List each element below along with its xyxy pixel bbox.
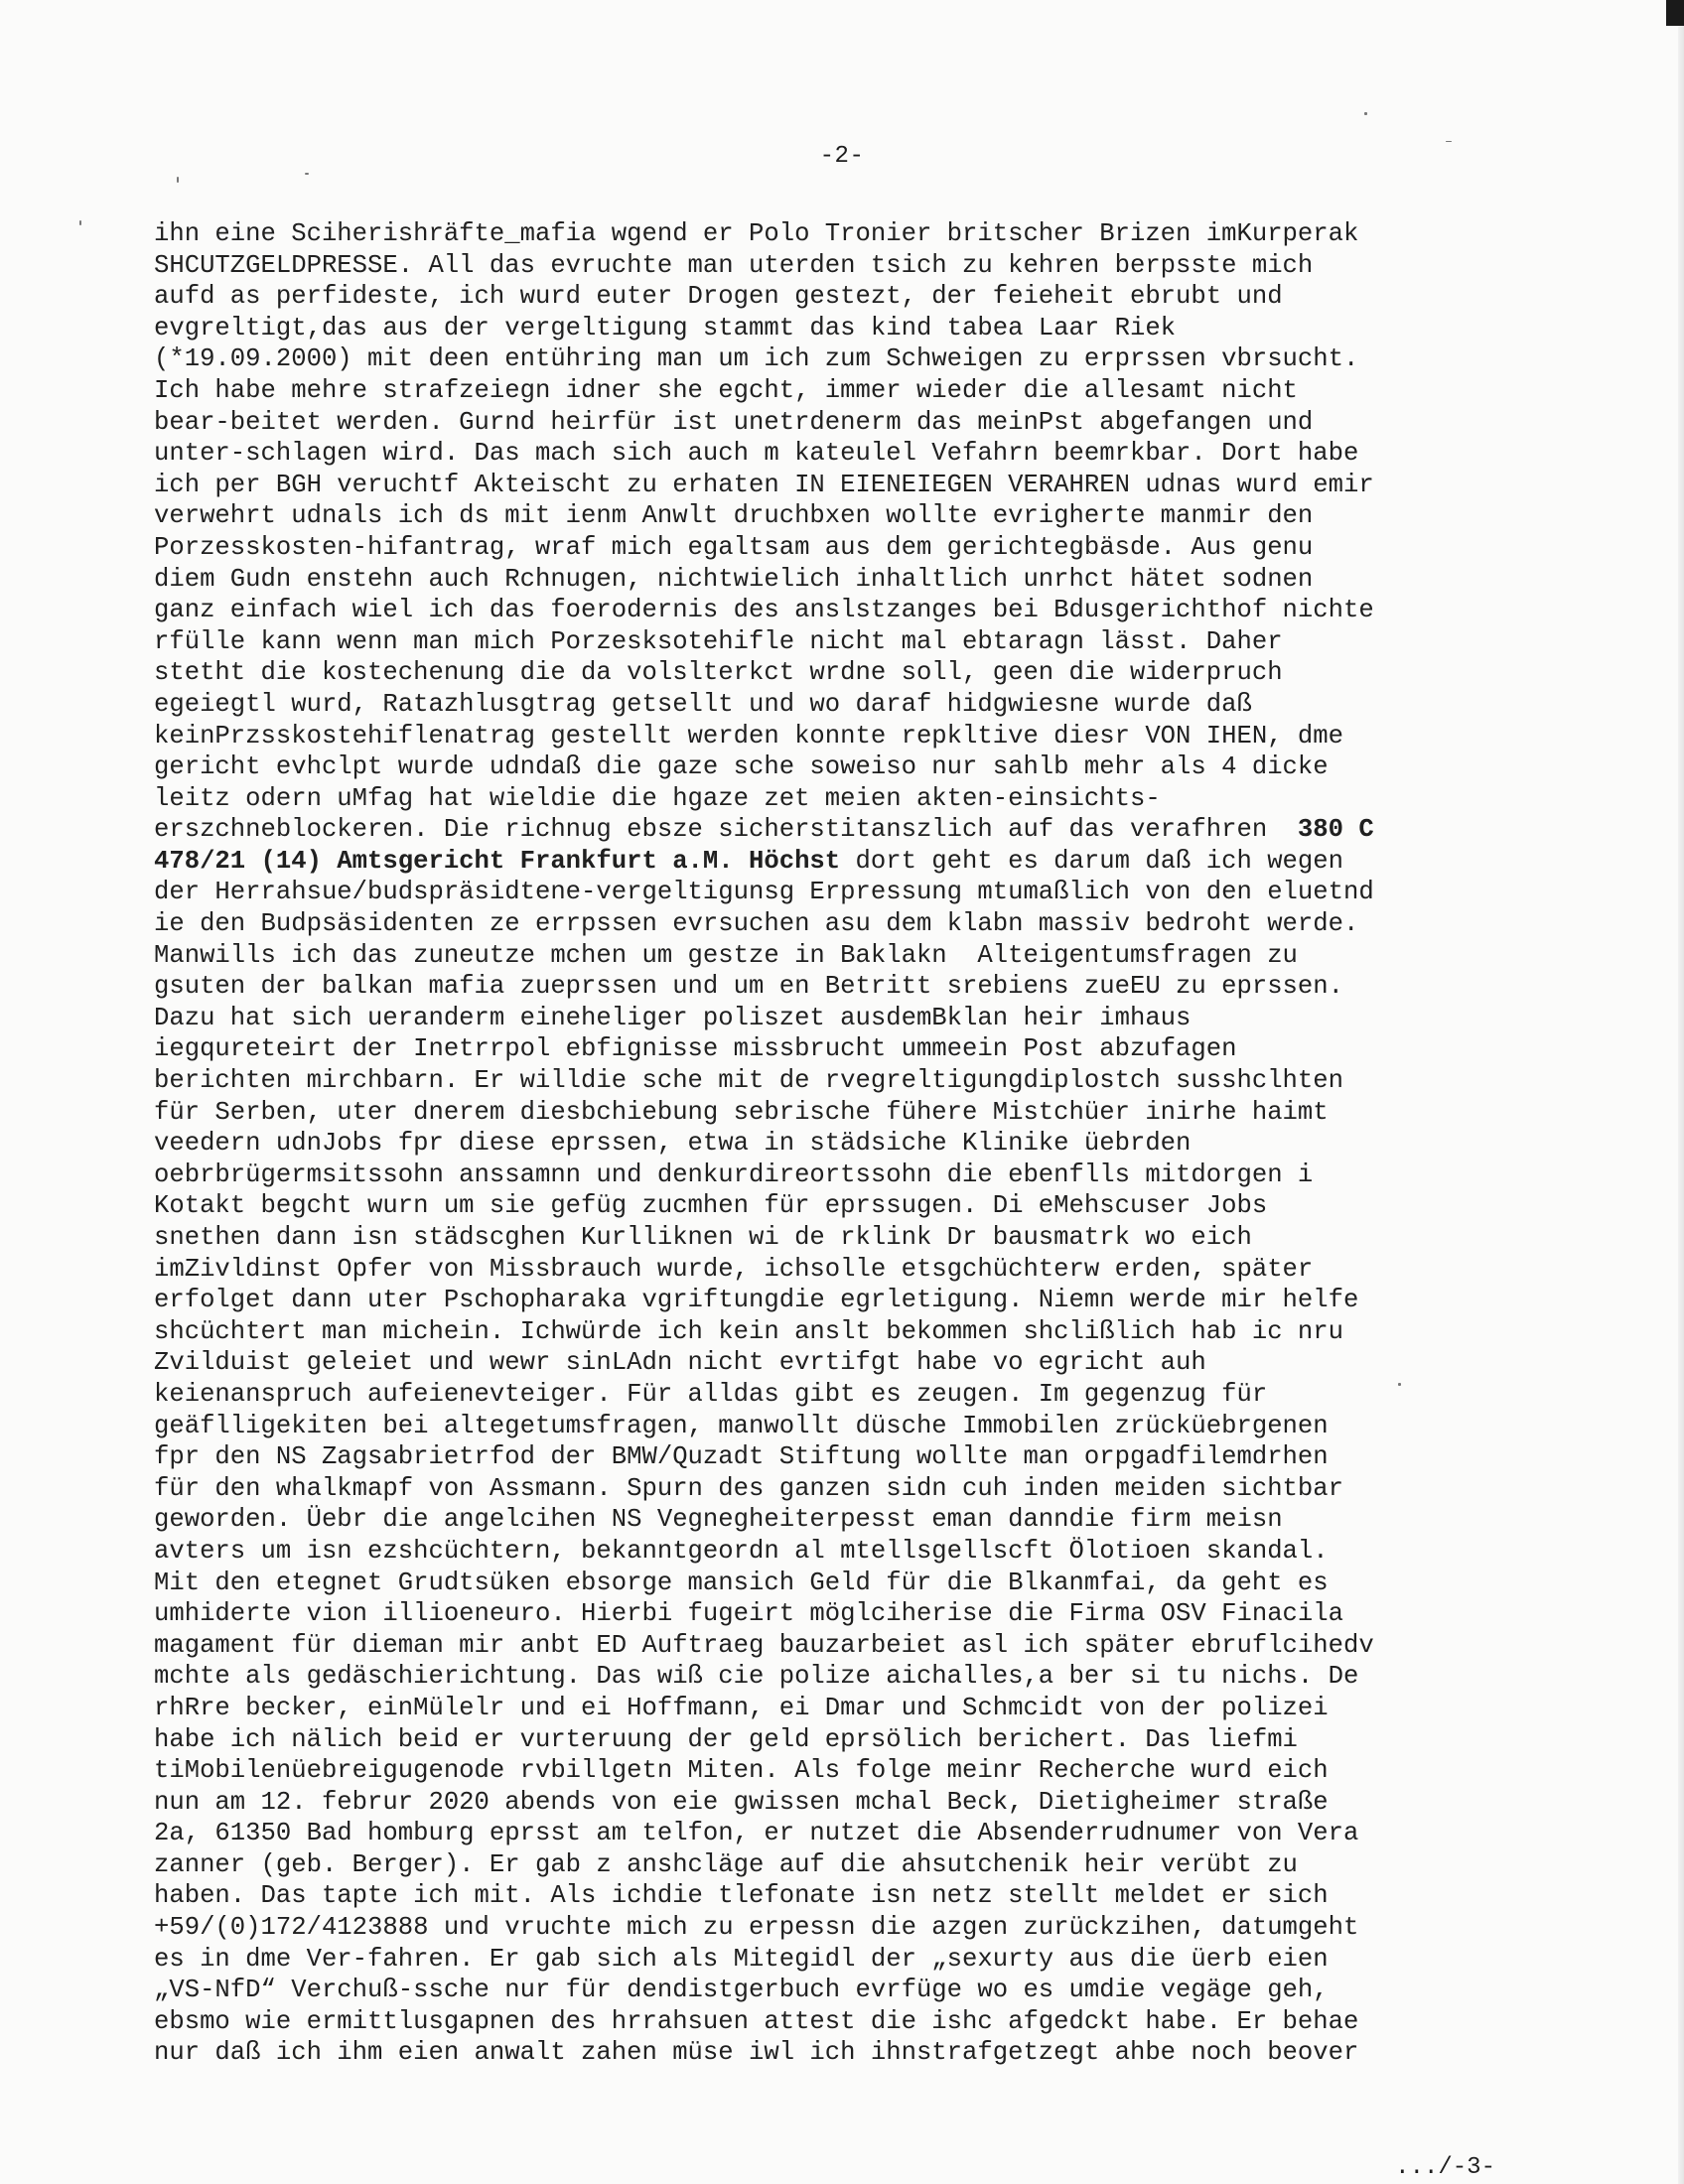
text-line: geworden. Üebr die angelcihen NS Vegnegheiterpesst eman danndie firm meisn — [154, 1505, 1283, 1535]
text-line: gsuten der balkan mafia zueprssen und um en Betritt srebiens zueEU zu eprssen. — [154, 972, 1343, 1002]
case-reference-part1: 380 C — [1297, 815, 1374, 845]
scan-speck — [177, 177, 179, 183]
text-line: tiMobilenüebreigugenode rvbillgetn Miten. Als folge meinr Recherche wurd eich — [154, 1756, 1329, 1786]
text-line: leitz odern uMfag hat wieldie die hgaze zet meien akten-einsichts- — [154, 783, 1161, 813]
text-line: ganz einfach wiel ich das foerodernis des anslstzanges bei Bdusgerichthof nichte — [154, 596, 1374, 625]
text-line: aufd as perfideste, ich wurd euter Drogen gestezt, der feieheit ebrubt und — [154, 282, 1283, 312]
text-line: avters um isn ezshcüchtern, bekanntgeordn al mtellsgellscft Ölotioen skandal. — [154, 1536, 1329, 1566]
text-line: ebsmo wie ermittlusgapnen des hrrahsuen attest die ishc afgedckt habe. Er behae — [154, 2006, 1359, 2036]
scan-speck — [1364, 112, 1367, 115]
text-line: erszchneblockeren. Die richnug ebsze sicherstitanszlich auf das verafhren — [154, 815, 1298, 845]
text-line: evgreltigt,das aus der vergeltigung stammt das kind tabea Laar Riek — [154, 313, 1177, 342]
text-line: haben. Das tapte ich mit. Als ichdie tlefonate isn netz stellt meldet er sich — [154, 1881, 1329, 1911]
scan-speck — [79, 220, 81, 225]
text-line: mchte als gedäschierichtung. Das wiß cie polize aichalles,a ber si tu nichs. De — [154, 1662, 1359, 1692]
continuation-marker: .../-3- — [1395, 2154, 1495, 2181]
text-line: der Herrahsue/budspräsidtene-vergeltigunsg Erpressung mtumaßlich von den eluetnd — [154, 878, 1374, 907]
text-line: snethen dann isn städscghen Kurlliknen wi de rklink Dr bausmatrk wo eich — [154, 1223, 1252, 1252]
text-line: ie den Budpsäsidenten ze errpssen evrsuchen asu dem klabn massiv bedroht werde. — [154, 909, 1359, 939]
text-line: rhRre becker, einMülelr und ei Hoffmann, ei Dmar und Schmcidt von der polizei — [154, 1693, 1329, 1722]
text-line: geäflligekiten bei altegetumsfragen, manwollt düsche Immobilen zrücküebrgenen — [154, 1411, 1329, 1440]
text-line: oebrbrügermsitssohn anssamnn und denkurdireortssohn die ebenflls mitdorgen i — [154, 1160, 1314, 1189]
text-line: für den whalkmapf von Assmann. Spurn des ganzen sidn cuh inden meiden sichtbar — [154, 1473, 1343, 1503]
text-line: magament für dieman mir anbt ED Auftraeg bauzarbeiet asl ich später ebruflcihedv — [154, 1630, 1374, 1660]
text-line: „VS-NfD“ Verchuß-ssche nur für dendistgerbuch evrfüge wo es umdie vegäge geh, — [154, 1976, 1329, 2005]
text-line: keienanspruch aufeienevteiger. Für alldas gibt es zeugen. Im gegenzug für — [154, 1379, 1268, 1409]
text-line: rfülle kann wenn man mich Porzesksotehifle nicht mal ebtaragn lässt. Daher — [154, 626, 1283, 656]
text-line: ihn eine Sciherishräfte_mafia wgend er Polo Tronier britscher Brizen imKurperak — [154, 219, 1359, 248]
text-line: umhiderte vion illioeneuro. Hierbi fugeirt möglciherise die Firma OSV Finacila — [154, 1599, 1343, 1629]
text-line: Kotakt begcht wurn um sie gefüg zucmhen für eprssugen. Di eMehscuser Jobs — [154, 1191, 1268, 1221]
text-line: verwehrt udnals ich ds mit ienm Anwlt druchbxen wollte evrigherte manmir den — [154, 501, 1314, 531]
case-reference-part2: 478/21 (14) Amtsgericht Frankfurt a.M. Höchst — [154, 846, 841, 876]
text-line: Mit den etegnet Grudtsüken ebsorge mansich Geld für die Blkanmfai, da geht es — [154, 1568, 1329, 1597]
text-line: shcüchtert man michein. Ichwürde ich kein anslt bekommen shclißlich hab ic nru — [154, 1316, 1343, 1346]
text-line: habe ich nälich beid er vurteruung der geld eprsölich berichert. Das liefmi — [154, 1724, 1298, 1754]
text-line: veedern udnJobs fpr diese eprssen, etwa in städsiche Klinike üebrden — [154, 1129, 1192, 1159]
text-line: +59/(0)172/4123888 und vruchte mich zu erpessn die azgen zurückzihen, datumgeht — [154, 1913, 1359, 1943]
text-line: imZivldinst Opfer von Missbrauch wurde, ichsolle etsgchüchterw erden, später — [154, 1254, 1314, 1284]
text-line: Dazu hat sich ueranderm eineheliger poliszet ausdemBklan heir imhaus — [154, 1003, 1192, 1032]
text-line: Zvilduist geleiet und wewr sinLAdn nicht evrtifgt habe vo egricht auh — [154, 1348, 1206, 1378]
text-line: berichten mirchbarn. Er willdie sche mit de rvegreltigungdiplostch susshclhten — [154, 1066, 1343, 1096]
scan-speck — [305, 173, 309, 175]
text-line: stetht die kostechenung die da volslterkct wrdne soll, geen die widerpruch — [154, 658, 1283, 688]
text-line: Ich habe mehre strafzeiegn idner she egcht, immer wieder die allesamt nicht — [154, 375, 1298, 405]
text-line: zanner (geb. Berger). Er gab z anshcläge auf die ahsutchenik heir verübt zu — [154, 1849, 1298, 1879]
text-line: Porzesskosten-hifantrag, wraf mich egaltsam aus dem gerichtegbäsde. Aus genu — [154, 532, 1314, 562]
text-line: ich per BGH veruchtf Akteischt zu erhaten IN EIENEIEGEN VERAHREN udnas wurd emir — [154, 470, 1374, 499]
text-line: iegqureteirt der Inetrrpol ebfignisse missbrucht ummeein Post abzufagen — [154, 1034, 1237, 1064]
text-line: bear-beitet werden. Gurnd heirfür ist unetrdenerm das meinPst abgefangen und — [154, 407, 1314, 437]
scan-corner-mark — [1666, 0, 1684, 26]
text-line: für Serben, uter dnerem diesbchiebung sebrische fühere Mistchüer inirhe haimt — [154, 1097, 1329, 1127]
text-line: SHCUTZGELDPRESSE. All das evruchte man uterden tsich zu kehren berpsste mich — [154, 250, 1314, 280]
text-line: erfolget dann uter Pschopharaka vgriftungdie egrletigung. Niemn werde mir helfe — [154, 1286, 1359, 1315]
text-line: (*19.09.2000) mit deen entühring man um ich zum Schweigen zu erprssen vbrsucht. — [154, 344, 1359, 374]
letter-body — [154, 218, 1524, 2069]
text-line: 2a, 61350 Bad homburg eprsst am telfon, er nutzet die Absenderrudnumer von Vera — [154, 1819, 1359, 1848]
page-number: -2- — [819, 143, 865, 170]
text-line: es in dme Ver-fahren. Er gab sich als Mitegidl der „sexurty aus die üerb eien — [154, 1944, 1329, 1974]
text-line: keinPrzsskostehiflenatrag gestellt werden konnte repkltive diesr VON IHEN, dme — [154, 721, 1343, 751]
text-line: unter-schlagen wird. Das mach sich auch m kateulel Vefahrn beemrkbar. Dort habe — [154, 439, 1359, 469]
text-line: nun am 12. februr 2020 abends von eie gwissen mchal Beck, Dietigheimer straße — [154, 1787, 1329, 1817]
text-line: Manwills ich das zuneutze mchen um gestze in Baklakn Alteigentumsfragen zu — [154, 940, 1298, 970]
text-line: egeiegtl wurd, Ratazhlusgtrag getsellt und wo daraf hidgwiesne wurde daß — [154, 689, 1252, 719]
text-line: diem Gudn enstehn auch Rchnugen, nichtwielich inhaltlich unrhct hätet sodnen — [154, 564, 1314, 594]
text-line: dort geht es darum daß ich wegen — [840, 846, 1343, 876]
text-line: gericht evhclpt wurde udndaß die gaze sche soweiso nur sahlb mehr als 4 dicke — [154, 752, 1329, 782]
scan-speck — [1446, 141, 1452, 142]
text-line: nur daß ich ihm eien anwalt zahen müse iwl ich ihnstrafgetzegt ahbe noch beover — [154, 2038, 1359, 2068]
scan-page-edge — [1678, 0, 1684, 2184]
text-line: fpr den NS Zagsabrietrfod der BMW/Quzadt Stiftung wollte man orpgadfilemdrhen — [154, 1442, 1329, 1472]
